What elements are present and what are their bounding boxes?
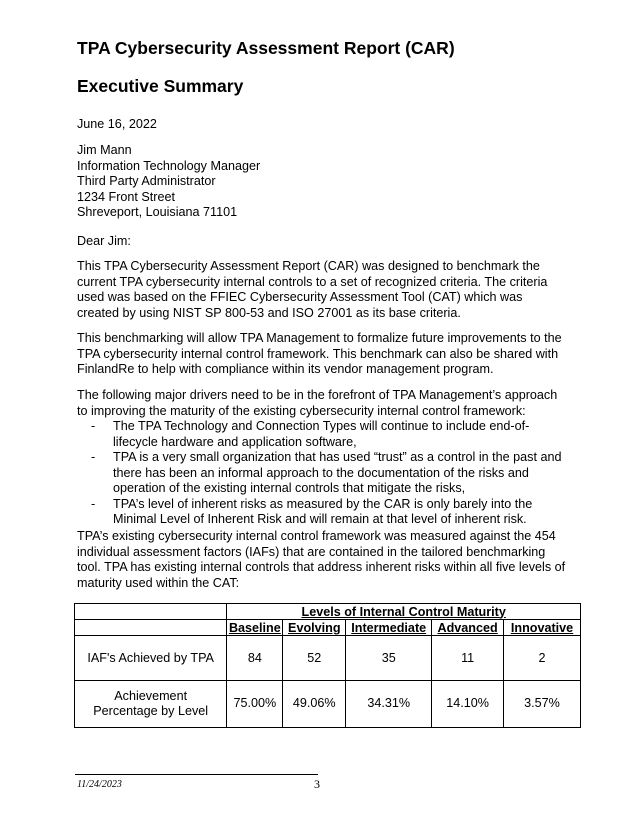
drivers-list [77, 419, 561, 528]
row-label-line: IAF's Achieved by TPA [87, 651, 214, 665]
paragraph-measurement [77, 529, 565, 591]
table-row [75, 681, 581, 728]
footer-rule [75, 774, 318, 775]
table-cell: 49.06% [283, 681, 346, 728]
text-line: operation of the existing internal controls that mitigate the risks, [113, 481, 466, 495]
text-line: current TPA cybersecurity internal controls to a set of recognized criteria. The criteria [77, 274, 548, 289]
text-line: created by using NIST SP 800-53 and ISO 27001 as its base criteria. [77, 305, 461, 320]
section-heading: Executive Summary [77, 76, 244, 96]
bullet-marker: - [91, 450, 96, 464]
text-line: tool. TPA has existing internal controls that address inherent risks within all five levels of [77, 560, 566, 574]
text-line: TPA’s existing cybersecurity internal control framework was measured against the 454 [77, 529, 556, 543]
letter-date: June 16, 2022 [77, 117, 157, 131]
recipient-address [77, 143, 260, 221]
bullet-marker: - [91, 419, 96, 433]
text-line: Minimal Level of Inherent Risk and will remain at that level of inherent risk. [113, 512, 527, 526]
text-line: to improving the maturity of the existing cybersecurity internal control framework: [77, 403, 526, 418]
page-number: 3 [314, 777, 320, 791]
text-line: TPA is a very small organization that has used “trust” as a control in the past and [113, 450, 562, 464]
footer-date: 11/24/2023 [77, 779, 122, 790]
address-line: Third Party Administrator [77, 174, 216, 188]
address-line: 1234 Front Street [77, 189, 176, 204]
text-line: FinlandRe to help with compliance within its vendor management program. [77, 362, 494, 376]
text-line: This TPA Cybersecurity Assessment Report (CAR) was designed to benchmark the [77, 259, 540, 273]
column-header: Intermediate [346, 620, 432, 636]
table-cell: 75.00% [227, 681, 283, 728]
table-header-row [75, 620, 581, 636]
list-item [77, 450, 561, 497]
empty-cell [75, 620, 227, 636]
row-label-line: Percentage by Level [93, 704, 209, 718]
maturity-levels-table [74, 603, 581, 728]
table-cell: 84 [227, 636, 283, 681]
column-header: Evolving [283, 620, 346, 636]
table-cell: 52 [283, 636, 346, 681]
list-item [77, 497, 561, 528]
text-line: The TPA Technology and Connection Types will continue to include end-of- [113, 419, 530, 433]
bullet-marker: - [91, 496, 96, 511]
table-cell: 34.31% [346, 681, 432, 728]
table-cell: 2 [504, 636, 581, 681]
address-line: Jim Mann [77, 143, 132, 157]
text-line: The following major drivers need to be in the forefront of TPA Management’s approach [77, 388, 558, 402]
table-row [75, 636, 581, 681]
paragraph-intro [77, 259, 547, 321]
column-header: Advanced [432, 620, 504, 636]
text-line: TPA cybersecurity internal control framework. This benchmark can also be shared with [77, 346, 559, 361]
empty-cell [75, 604, 227, 620]
paragraph-drivers [77, 388, 557, 419]
row-label-line: Achievement [114, 688, 188, 703]
text-line: used was based on the FFIEC Cybersecurity Assessment Tool (CAT) which was [77, 290, 523, 304]
address-line: Information Technology Manager [77, 158, 261, 173]
paragraph-benchmark [77, 331, 562, 378]
text-line: TPA’s level of inherent risks as measured by the CAR is only barely into the [113, 496, 533, 511]
group-header: Levels of Internal Control Maturity [227, 604, 581, 620]
text-line: maturity used within the CAT: [77, 575, 240, 590]
text-line: This benchmarking will allow TPA Management to formalize future improvements to the [77, 331, 562, 345]
table-cell: 11 [432, 636, 504, 681]
table-cell: 3.57% [504, 681, 581, 728]
text-line: individual assessment factors (IAFs) that are contained in the tailored benchmarking [77, 544, 546, 559]
table-cell: 14.10% [432, 681, 504, 728]
text-line: there has been an informal approach to the documentation of the risks and [113, 465, 529, 480]
column-header: Innovative [504, 620, 581, 636]
table-cell: 35 [346, 636, 432, 681]
report-title: TPA Cybersecurity Assessment Report (CAR) [77, 38, 455, 58]
row-label [75, 636, 227, 681]
salutation: Dear Jim: [77, 234, 131, 248]
table-group-header-row [75, 604, 581, 620]
column-header: Baseline [227, 620, 283, 636]
text-line: lifecycle hardware and application software, [113, 434, 357, 449]
row-label [75, 681, 227, 728]
address-line: Shreveport, Louisiana 71101 [77, 205, 238, 219]
list-item [77, 419, 561, 450]
